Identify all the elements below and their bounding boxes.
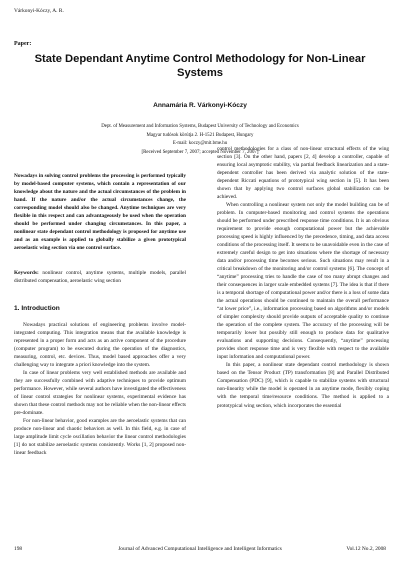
author-name: Annamária R. Várkonyi-Kóczy — [153, 102, 247, 109]
affiliation-address: Magyar tudósok körútja 2. H-1521 Budapest, Hungary — [146, 132, 254, 138]
running-head: Várkonyi-Kóczy, A. R. — [14, 8, 64, 14]
journal-name: Journal of Advanced Computational Intelligence and Intelligent Informatics — [118, 546, 282, 552]
intro-paragraph: Nowadays practical solutions of engineering problems involve model-integrated computing. This integration means that the available knowledge is represented in a proper form and acts as an active component of the procedure (computer program) to be executed during the operation of the diagnostics, measuring, control, etc. devices. Thus, model based approaches offer a very challenging way to integrate a priori knowledge into the system. — [14, 322, 186, 369]
keywords — [14, 269, 186, 285]
section-heading-introduction: 1. Introduction — [14, 305, 60, 313]
left-column — [14, 172, 186, 457]
intro-paragraph: For non-linear behavior, good examples are the aeroelastic systems that can produce non-linear and chaotic behaviors as well. In this field, e.g. in case of large amplitude limit cycle oscillation behavior the linear control methodologies [1] do not stabilize aeroelastic systems consistently. Works [1, 2] proposed non-linear feedback — [14, 418, 186, 457]
keywords-label: Keywords: — [14, 270, 39, 277]
affiliation-dept: Dept. of Measurement and Information Systems, Budapest University of Technology and Economics — [101, 124, 299, 129]
affiliation-email: E-mail: koczy@mit.bme.hu — [172, 141, 228, 146]
received-dates: [Received September 7, 2007; accepted November 7, 2007] — [141, 149, 259, 155]
paper-label: Paper: — [14, 41, 32, 47]
keywords-text: nonlinear control, anytime systems, multiple models, parallel distributed compensation, aeroelastic wing section — [14, 270, 186, 285]
intro-paragraph: In this paper, a nonlinear state dependant control methodology is shown based on the Tensor Product (TP) transformation [8] and Parallel Distributed Compensation (PDC) [9], which is capable to stabilize systems with structural non-linearity while the model is operated in an anytime mode, flexibly coping with the temporal time/resource conditions. The method is applied to a prototypical wing section, which incorporates the essential — [217, 362, 389, 409]
abstract: Nowadays in solving control problems the processing is performed typically by model-based computer systems, which contain a representation of our knowledge about the nature and the actual circumstances of the problem in hand. If the nature and/or the actual circumstances change, the corresponding model should also be changed. Anytime techniques are very flexible in this respect and can advantageously be used when the operation should be performed under changing circumstances. In this paper, a nonlinear state dependant control methodology is proposed for anytime use and as an example is applied to globally stabilize a given prototypical aeroelastic wing section via one control surface. — [14, 173, 186, 252]
intro-paragraph: When controlling a nonlinear system not only the model building can be of problem. In computer-based monitoring and control systems the operations should be performed under prescribed response time conditions. It is an obvious requirement to provide enough computational power but the achievable processing speed is highly influenced by the precedence, timing, and data access conditions of the processing itself. It seems to be unavoidable even in the case of extremely careful design to get into situations where the shortage of necessary data and/or processing time becomes serious. Such situations may result in a critical breakdown of the monitoring and/or control systems [6]. The concept of “anytime” processing tries to handle the case of too many abrupt changes and their consequences in larger scale embedded systems [7]. The idea is that if there is a temporal shortage of computational power and/or there is a loss of some data the actual operations should be continued to maintain the overall performance “at lower price”, i.e., information processing based on algorithms and/or models of simpler complexity should provide outputs of acceptable quality to continue the operation of the complete system. The accuracy of the processing will be temporarily lower but possibly still enough to produce data for qualitative evaluations and supporting decisions. Consequently, “anytime” processing provides short response time and is very flexible with respect to the available input information and computational power. — [217, 202, 389, 361]
intro-paragraph: In case of linear problems very well established methods are available and they are successfully combined with adaptive techniques to provide optimum performance. However, while several authors have investigated the effectiveness of linear control strategies for nonlinear systems, experimental evidence has shown that these control methods may not be reliable when the non-linear effects pre-dominate. — [14, 370, 186, 417]
intro-paragraph: control methodologies for a class of non-linear structural effects of the wing section [3]. On the other hand, papers [2, 4] develop a controller, capable of ensuring local asymptotic stability, via partial feedback linearization and a state-dependent controller has been derived via analytic solution of the state-dependent Riccati equations of prototypical wing section in [5]. It has been shown that by applying two control surfaces global stabilization can be achieved. — [217, 146, 389, 201]
page-number: 198 — [14, 546, 23, 552]
volume-info: Vol.12 No.2, 2008 — [346, 546, 386, 552]
paper-title: State Dependant Anytime Control Methodology for Non-Linear Systems — [34, 53, 366, 79]
right-column — [217, 145, 389, 410]
